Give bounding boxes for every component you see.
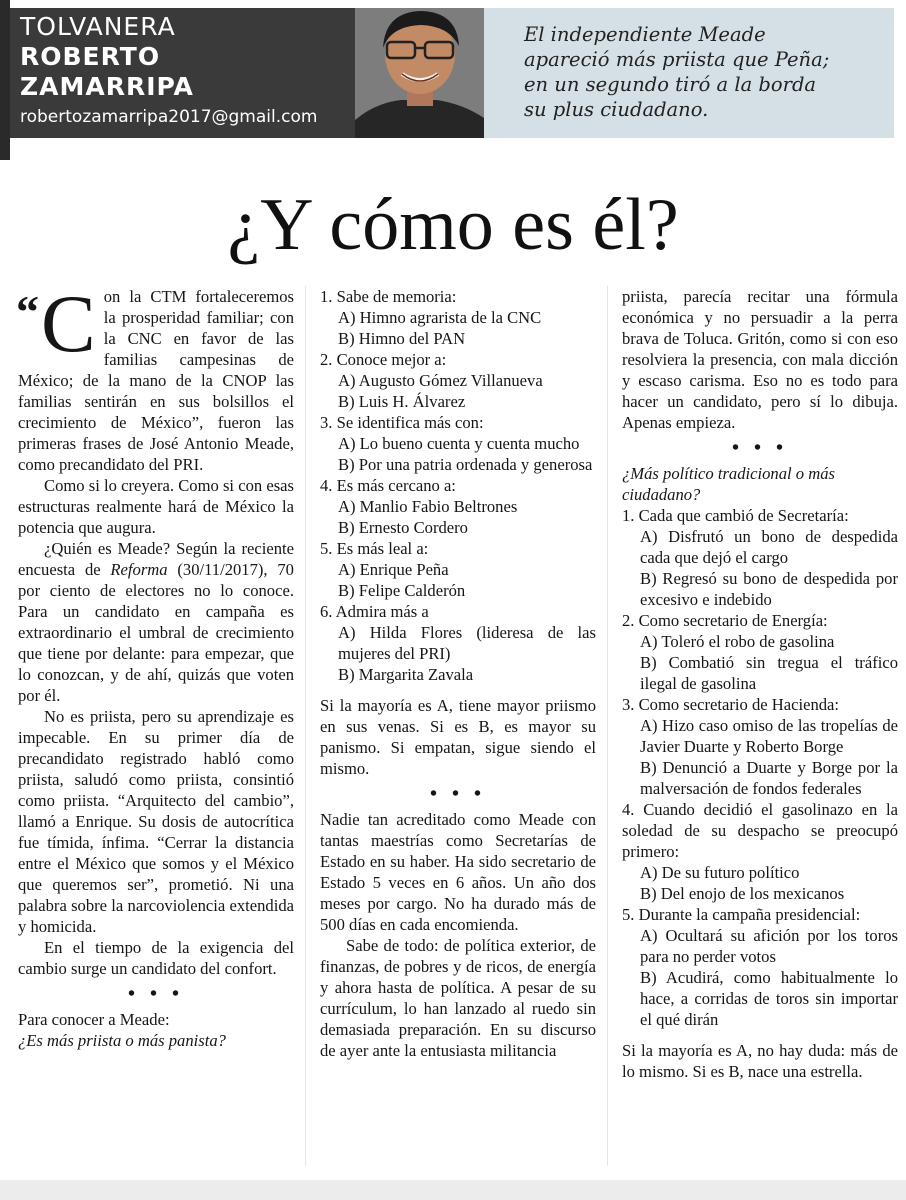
header-tagline <box>524 22 894 122</box>
quiz-option: A) Manlio Fabio Beltrones <box>338 497 518 516</box>
author-name-last: ZAMARRIPA <box>20 72 194 101</box>
quiz-question: 5. Durante la campaña presidencial: <box>622 905 861 924</box>
column-1 <box>16 278 294 1051</box>
quiz-option: A) De su futuro político <box>640 863 800 882</box>
column-3 <box>622 286 898 1082</box>
paragraph <box>16 278 294 475</box>
quiz-option: B) Luis H. Álvarez <box>338 392 466 411</box>
author-banner <box>10 8 484 138</box>
source-name: Reforma <box>110 560 168 579</box>
quiz-result: Si la mayoría es A, tiene mayor priismo en sus venas. Si es B, es mayor su panismo. Si empatan, sigue siendo el mismo. <box>320 696 596 778</box>
paragraph-text: ¿Quién es Meade? Según la reciente encuesta de <box>18 539 294 579</box>
quiz-option: B) Felipe Calderón <box>338 581 466 600</box>
separator-dots: • • • <box>429 783 486 805</box>
quiz-option: A) Ocultará su afición por los toros para no perder votos <box>640 926 898 966</box>
paragraph: Para conocer a Meade: <box>18 1010 170 1029</box>
quiz-option: A) Hilda Flores (lideresa de las mujeres del PRI) <box>338 623 596 663</box>
corner-mark <box>0 0 10 160</box>
quiz-title: ¿Es más priista o más panista? <box>18 1031 226 1050</box>
quiz-question: 2. Conoce mejor a: <box>320 350 447 369</box>
quiz-option: A) Toleró el robo de gasolina <box>640 632 835 651</box>
column-divider <box>305 286 306 1166</box>
headline: ¿Y cómo es él? <box>227 184 679 266</box>
paragraph-text: (30/11/2017), 70 por ciento de electores no lo conoce. Para un candidato en campaña es extraordinario el umbral de crecimiento que tiene por delante: para empezar, que lo conozcan, y de ahí, quizás que voten por él. <box>18 560 294 705</box>
open-quote-mark: “ <box>16 286 39 337</box>
paragraph: En el tiempo de la exigencia del cambio surge un candidato del confort. <box>18 938 294 978</box>
quiz-question: 2. Como secretario de Energía: <box>622 611 828 630</box>
paragraph: Sabe de todo: de política exterior, de finanzas, de pobres y de ricos, de energía y ahora hasta de política. A pesar de su currículum, lo han lanzado al ruedo sin demasiada preparación. En su discurso de ayer ante la entusiasta militancia <box>320 936 596 1060</box>
quiz-option: B) Combatió sin tregua el tráfico ilegal de gasolina <box>640 653 898 693</box>
quiz-question: 1. Sabe de memoria: <box>320 287 457 306</box>
page-bottom-edge <box>0 1180 906 1200</box>
separator-dots: • • • <box>127 983 184 1005</box>
quiz-option: B) Denunció a Duarte y Borge por la malversación de fondos federales <box>640 758 898 798</box>
quiz-option: B) Margarita Zavala <box>338 665 474 684</box>
quiz-question: 3. Como secretario de Hacienda: <box>622 695 840 714</box>
paragraph: Nadie tan acreditado como Meade con tantas maestrías como Secretarías de Estado en su haber. Ha sido secretario de Estado 5 veces en 6 años. Un año dos meses por cargo. No ha durado más de 500 días en cada encomienda. <box>320 810 596 934</box>
author-email: robertozamarripa2017@gmail.com <box>20 107 318 127</box>
quiz-question: 3. Se identifica más con: <box>320 413 484 432</box>
quiz-question: 1. Cada que cambió de Secretaría: <box>622 506 849 525</box>
paragraph: Como si lo creyera. Como si con esas estructuras realmente hará de México la potencia que augura. <box>18 476 294 537</box>
quiz-result: Si la mayoría es A, no hay duda: más de lo mismo. Si es B, nace una estrella. <box>622 1041 898 1081</box>
section-name: TOLVANERA <box>20 12 176 41</box>
paragraph: priista, parecía recitar una fórmula económica y no persuadir a la perra brava de Toluca. Gritón, como si con eso resolviera la presencia, con mala dicción y escaso carisma. Eso no es todo para hacer un candidato, pero sí lo dibuja. Apenas empieza. <box>622 287 898 432</box>
tagline-line: su plus ciudadano. <box>524 98 709 121</box>
quiz-title: ¿Más político tradicional o más ciudadano? <box>622 464 835 504</box>
quiz-question: 4. Es más cercano a: <box>320 476 456 495</box>
quiz-option: B) Del enojo de los mexicanos <box>640 884 845 903</box>
column-2 <box>320 286 596 1061</box>
column-divider <box>607 286 608 1166</box>
drop-cap: C <box>41 278 96 369</box>
quiz-option: A) Lo bueno cuenta y cuenta mucho <box>338 434 580 453</box>
quiz-option: A) Himno agrarista de la CNC <box>338 308 542 327</box>
quiz-option: A) Enrique Peña <box>338 560 449 579</box>
quiz-option: B) Regresó su bono de despedida por excesivo e indebido <box>640 569 898 609</box>
quiz-question: 4. Cuando decidió el gasolinazo en la soledad de su despacho se preocupó primero: <box>622 800 898 861</box>
quiz-option: B) Por una patria ordenada y generosa <box>338 455 593 474</box>
author-photo <box>355 8 484 138</box>
quiz-list <box>320 286 596 685</box>
author-block <box>20 12 317 130</box>
tagline-line: en un segundo tiró a la borda <box>524 73 817 96</box>
quiz-option: B) Himno del PAN <box>338 329 466 348</box>
quiz-option: A) Augusto Gómez Villanueva <box>338 371 543 390</box>
quiz-question: 5. Es más leal a: <box>320 539 429 558</box>
quiz-option: B) Acudirá, como habitualmente lo hace, a corridas de toros sin importar el qué dirán <box>640 968 898 1029</box>
paragraph <box>18 538 294 706</box>
paragraph: No es priista, pero su aprendizaje es impecable. En su primer día de precandidato registrado habló como priista, saludó como priista, consintió como priista. “Arquitecto del cambio”, llamó a Enrique. Su dosis de autocrítica fue tímida, ínfima. “Cerrar la distancia entre el México que somos y el México que queremos ser”, prometió. Ni una palabra sobre la narcoviolencia extendida y homicida. <box>18 707 294 936</box>
quiz-option: A) Hizo caso omiso de las tropelías de Javier Duarte y Roberto Borge <box>640 716 898 756</box>
tagline-line: El independiente Meade <box>524 23 766 46</box>
author-name-first: ROBERTO <box>20 42 161 71</box>
quiz-option: B) Ernesto Cordero <box>338 518 468 537</box>
quiz-question: 6. Admira más a <box>320 602 429 621</box>
tagline-line: apareció más priista que Peña; <box>524 48 830 71</box>
quiz-list <box>622 505 898 1030</box>
separator-dots: • • • <box>731 437 788 459</box>
quiz-option: A) Disfrutó un bono de despedida cada que dejó el cargo <box>640 527 898 567</box>
paragraph-text: on la CTM fortaleceremos la prosperidad familiar; con la CNC en favor de las familias campesinas de México; de la mano de la CNOP las familias sentirán en sus bolsillos el crecimiento de México”, fueron las primeras frases de José Antonio Meade, como precandidato del PRI. <box>18 287 294 474</box>
author-portrait-icon <box>355 8 484 138</box>
